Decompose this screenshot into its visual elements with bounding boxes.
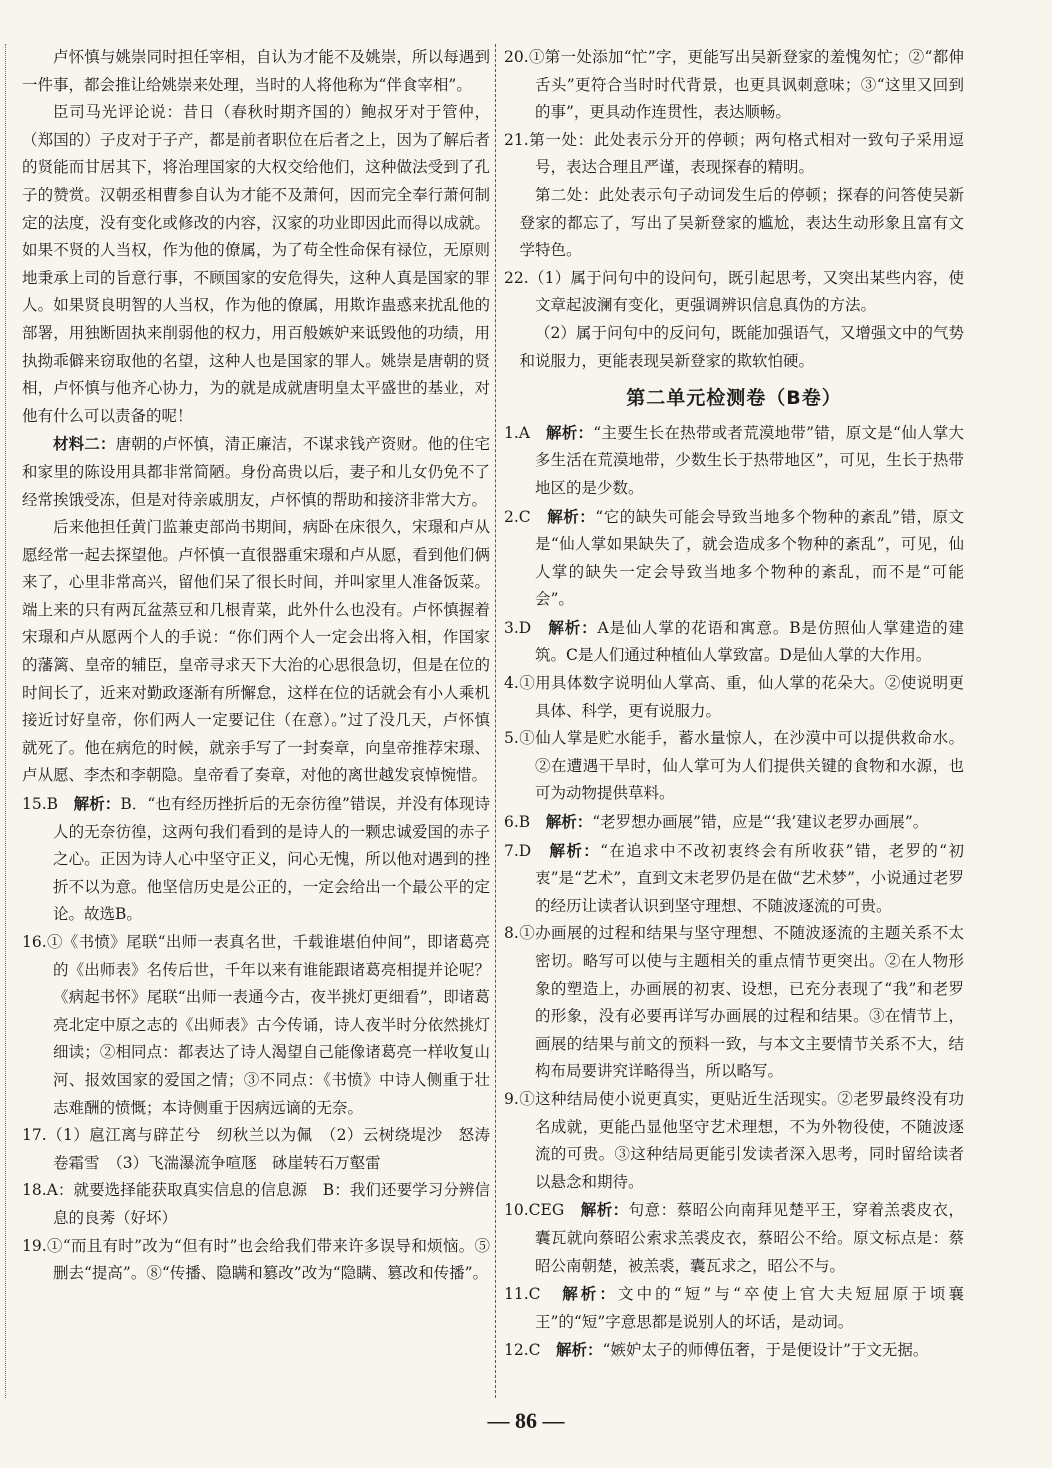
paragraph-1: 卢怀慎与姚崇同时担任宰相，自认为才能不及姚崇，所以每遇到一件事，都会推让给姚崇来处理，当时的人将他称为“伴食宰相”。 (22, 48, 490, 94)
answer-number: 4. (504, 674, 519, 693)
column-divider (495, 44, 496, 1398)
answer-22-part-1: 22.（1）属于问句中的设问句，既引起思考，又突出某些内容，使文章起波澜有变化，更强调辨识信息真伪的方法。 (504, 268, 964, 315)
answer-text: ①仙人掌是贮水能手，蓄水量惊人，在沙漠中可以提供救命水。②在遭遇干旱时，仙人掌可为人们提供关键的食物和水源，也可为动物提供草料。 (518, 729, 964, 803)
answer-text: “主要生长在热带或者荒漠地带”错，原文是“仙人掌大多生活在荒漠地带，少数生长于热带地区”，可见，生长于热带地区的是少数。 (535, 423, 964, 497)
answer-15-label: 解析： (73, 794, 121, 814)
answer-item (504, 670, 964, 725)
left-column (22, 44, 490, 1398)
answer-analysis-label: 解析： (580, 1200, 629, 1220)
answer-item (504, 1280, 964, 1336)
answer-number: 5. (504, 729, 519, 748)
answer-item (504, 725, 964, 808)
answer-text: A是仙人掌的花语和寓意。B是仿照仙人掌建造的建筑。C是人们通过种植仙人掌致富。D是仙人掌的大作用。 (535, 618, 964, 665)
answer-item (504, 614, 964, 670)
paragraph-material-two (22, 430, 490, 514)
answer-analysis-label: 解析： (556, 1340, 603, 1360)
answer-item (504, 837, 964, 921)
answer-number: 7.D (504, 841, 532, 860)
answer-item (504, 920, 964, 1086)
answer-analysis-label: 解析： (549, 840, 601, 860)
material-two-label: 材料二： (53, 434, 116, 454)
answer-text: ①办画展的过程和结果与坚守理想、不随波逐流的主题关系不太密切。略写可以使与主题相关的重点情节更突出。②在人物形象的塑造上，办画展的初衷、设想，已充分表现了“我”和老罗的形象，没有必要再详写办画展的过程和结果。③在情节上，画展的结果与前文的预料一致，与本文主要情节关系不大，结构布局要讲究详略得当，所以略写。 (518, 924, 964, 1081)
answer-20: 20.①第一处添加“忙”字，更能写出吴新登家的羞愧匆忙；②“都伸舌头”更符合当时时代背景，也更具讽刺意味；③“这里又回到的事”，更具动作连贯性，表达顺畅。 (504, 48, 964, 122)
answer-text: 句意：蔡昭公向南拜见楚平王，穿着羔裘皮衣，囊瓦就向蔡昭公索求羔裘皮衣，蔡昭公不给。原文标点是：蔡昭公南朝楚，被羔裘，囊瓦求之，昭公不与。 (535, 1201, 964, 1275)
answer-number: 3.D (504, 618, 532, 637)
answer-text: ①这种结局使小说更真实，更贴近生活现实。②老罗最终没有功名成就，更能凸显他坚守艺术理想，不为外物役使，不随波逐流的可贵。③这种结局更能引发读者深入思考，同时留给读者以悬念和期待。 (518, 1089, 964, 1191)
answer-analysis-label: 解析： (547, 506, 596, 526)
answer-text: “嫉妒太子的师傅伍奢，于是便设计”于文无据。 (602, 1341, 929, 1360)
page-number: — 86 — (487, 1408, 565, 1433)
answer-number: 12.C (504, 1341, 541, 1360)
right-column (504, 44, 964, 1398)
answer-text: “在追求中不改初衷终会有所收获”错，老罗的“初衷”是“艺术”，直到文末老罗仍是在做“艺术梦”，小说通过老罗的经历让读者认识到坚守理想、不随波逐流的可贵。 (535, 841, 964, 915)
answer-18: 18.A：就要选择能获取真实信息的信息源 B：我们还要学习分辨信息的良莠（好坏） (22, 1181, 490, 1227)
section-title: 第二单元检测卷（B卷） (626, 387, 842, 410)
answer-21-part-1: 21.第一处：此处表示分开的停顿；两句格式相对一致句子采用逗号，表达合理且严谨，表现探春的精明。 (504, 130, 964, 177)
paragraph-sima-guang: 臣司马光评论说：昔日（春秋时期齐国的）鲍叔牙对于管仲，（郑国的）子皮对于子产，都是前者职位在后者之上，因为了解后者的贤能而甘居其下，将治理国家的大权交给他们，这种做法受到了孔子的赞赏。汉朝丞相曹参自认为才能不及萧何，因而完全奉行萧何制定的法度，没有变化或修改的内容，汉家的功业即因此而得以成就。如果不贤的人当权，作为他的僚属，为了苟全性命保有禄位，无原则地秉承上司的旨意行事，不顾国家的安危得失，这种人真是国家的罪人。如果贤良明智的人当权，作为他的僚属，用欺诈蛊惑来扰乱他的部署，用独断固执来削弱他的权力，用百般嫉妒来诋毁他的功绩，用执拗乖僻来窃取他的名望，这种人也是国家的罪人。姚崇是唐朝的贤相，卢怀慎与他齐心协力，为的就是成就唐明皇太平盛世的基业，对他有什么可以责备的呢！ (22, 103, 490, 425)
answer-number: 11.C (504, 1285, 541, 1304)
answer-text: “老罗想办画展”错，应是“‘我’建议老罗办画展”。 (592, 813, 929, 832)
answer-item (504, 503, 964, 614)
answer-analysis-label: 解析： (548, 617, 598, 637)
answer-number: 2.C (504, 507, 531, 526)
answer-15-num: 15.B (22, 795, 59, 814)
answer-item (504, 1336, 964, 1365)
answer-analysis-label: 解析： (545, 422, 594, 442)
answer-21-part-2: 第二处：此处表示句子动词发生后的停顿；探春的问答使吴新登家的都忘了，写出了吴新登家的尴尬，表达生动形象且富有文学特色。 (519, 185, 964, 260)
answer-text: “它的缺失可能会导致当地多个物种的紊乱”错，原文是“仙人掌如果缺失了，就会造成多个物种的紊乱”，可见，仙人掌的缺失一定会导致当地多个物种的紊乱，而不是“可能会”。 (535, 507, 964, 609)
answer-17: 17.（1）扈江离与辟芷兮 纫秋兰以为佩 （2）云树绕堤沙 怒涛卷霜雪 （3）飞湍瀑流争喧豗 砯崖转石万壑雷 (22, 1126, 490, 1172)
answers-list (504, 419, 964, 1365)
answer-item (504, 419, 964, 503)
answer-item (504, 1086, 964, 1196)
answer-item (504, 808, 964, 837)
answer-19: 19.①“而且有时”改为“但有时”也会给我们带来许多误导和烦恼。⑤删去“提高”。⑧“传播、隐瞒和篡改”改为“隐瞒、篡改和传播”。 (22, 1236, 490, 1283)
answer-number: 6.B (504, 813, 531, 832)
material-two-text: 唐朝的卢怀慎，清正廉洁，不谋求钱产资财。他的住宅和家里的陈设用具都非常简陋。身份高贵以后，妻子和儿女仍免不了经常挨饿受冻，但是对待亲戚朋友，卢怀慎的帮助和接济非常大方。 (22, 435, 490, 509)
answer-item (504, 1196, 964, 1280)
answer-analysis-label: 解析： (545, 812, 593, 832)
answer-number: 9. (504, 1089, 519, 1108)
answer-text: ①用具体数字说明仙人掌高、重，仙人掌的花朵大。②使说明更具体、科学，更有说服力。 (518, 674, 964, 720)
answer-number: 8. (504, 924, 519, 943)
answer-number: 1.A (504, 423, 530, 442)
answer-analysis-label: 解析： (562, 1284, 618, 1304)
answer-15 (22, 790, 490, 929)
answer-text: 文中的“短”与“卒使上官大夫短屈原于顷襄王”的“短”字意思都是说别人的坏话，是动词。 (535, 1285, 964, 1331)
answer-22-part-2: （2）属于问句中的反问句，既能加强语气，又增强文中的气势和说服力，更能表现吴新登家的欺软怕硬。 (519, 323, 964, 370)
answer-15-text: B．“也有经历挫折后的无奈彷徨”错误，并没有体现诗人的无奈彷徨，这两句我们看到的是诗人的一颗忠诚爱国的赤子之心。正因为诗人心中坚守正义，问心无愧，所以他对遇到的挫折不以为意。他坚信历史是公正的，一定会给出一个最公平的定论。故选B。 (53, 795, 490, 924)
answer-16: 16.①《书愤》尾联“出师一表真名世，千载谁堪伯仲间”，即诸葛亮的《出师表》名传后世，千年以来有谁能跟诸葛亮相提并论呢？《病起书怀》尾联“出师一表通今古，夜半挑灯更细看”，即诸葛亮北定中原之志的《出师表》古今传诵，诗人夜半时分依然挑灯细读；②相同点：都表达了诗人渴望自己能像诸葛亮一样收复山河、报效国家的爱国之情；③不同点：《书愤》中诗人侧重于壮志难酬的愤慨；本诗侧重于因病远谪的无奈。 (22, 933, 490, 1117)
paragraph-4: 后来他担任黄门监兼吏部尚书期间，病卧在床很久，宋璟和卢从愿经常一起去探望他。卢怀慎一直很器重宋璟和卢从愿，看到他们俩来了，心里非常高兴，留他们呆了很长时间，并叫家里人准备饭菜。端上来的只有两瓦盆蒸豆和几根青菜，此外什么也没有。卢怀慎握着宋璟和卢从愿两个人的手说：“你们两个人一定会出将入相，作国家的藩篱、皇帝的辅臣，皇帝寻求天下大治的心思很急切，但是在位的时间长了，近来对勤政逐渐有所懈怠，这样在位的话就会有小人乘机接近讨好皇帝，你们两人一定要记住（在意）。”过了没几天，卢怀慎就死了。他在病危的时候，就亲手写了一封奏章，向皇帝推荐宋璟、卢从愿、李杰和李朝隐。皇帝看了奏章，对他的离世越发哀悼惋惜。 (22, 518, 490, 785)
answer-number: 10.CEG (504, 1201, 565, 1220)
binding-margin-line (5, 44, 6, 1398)
